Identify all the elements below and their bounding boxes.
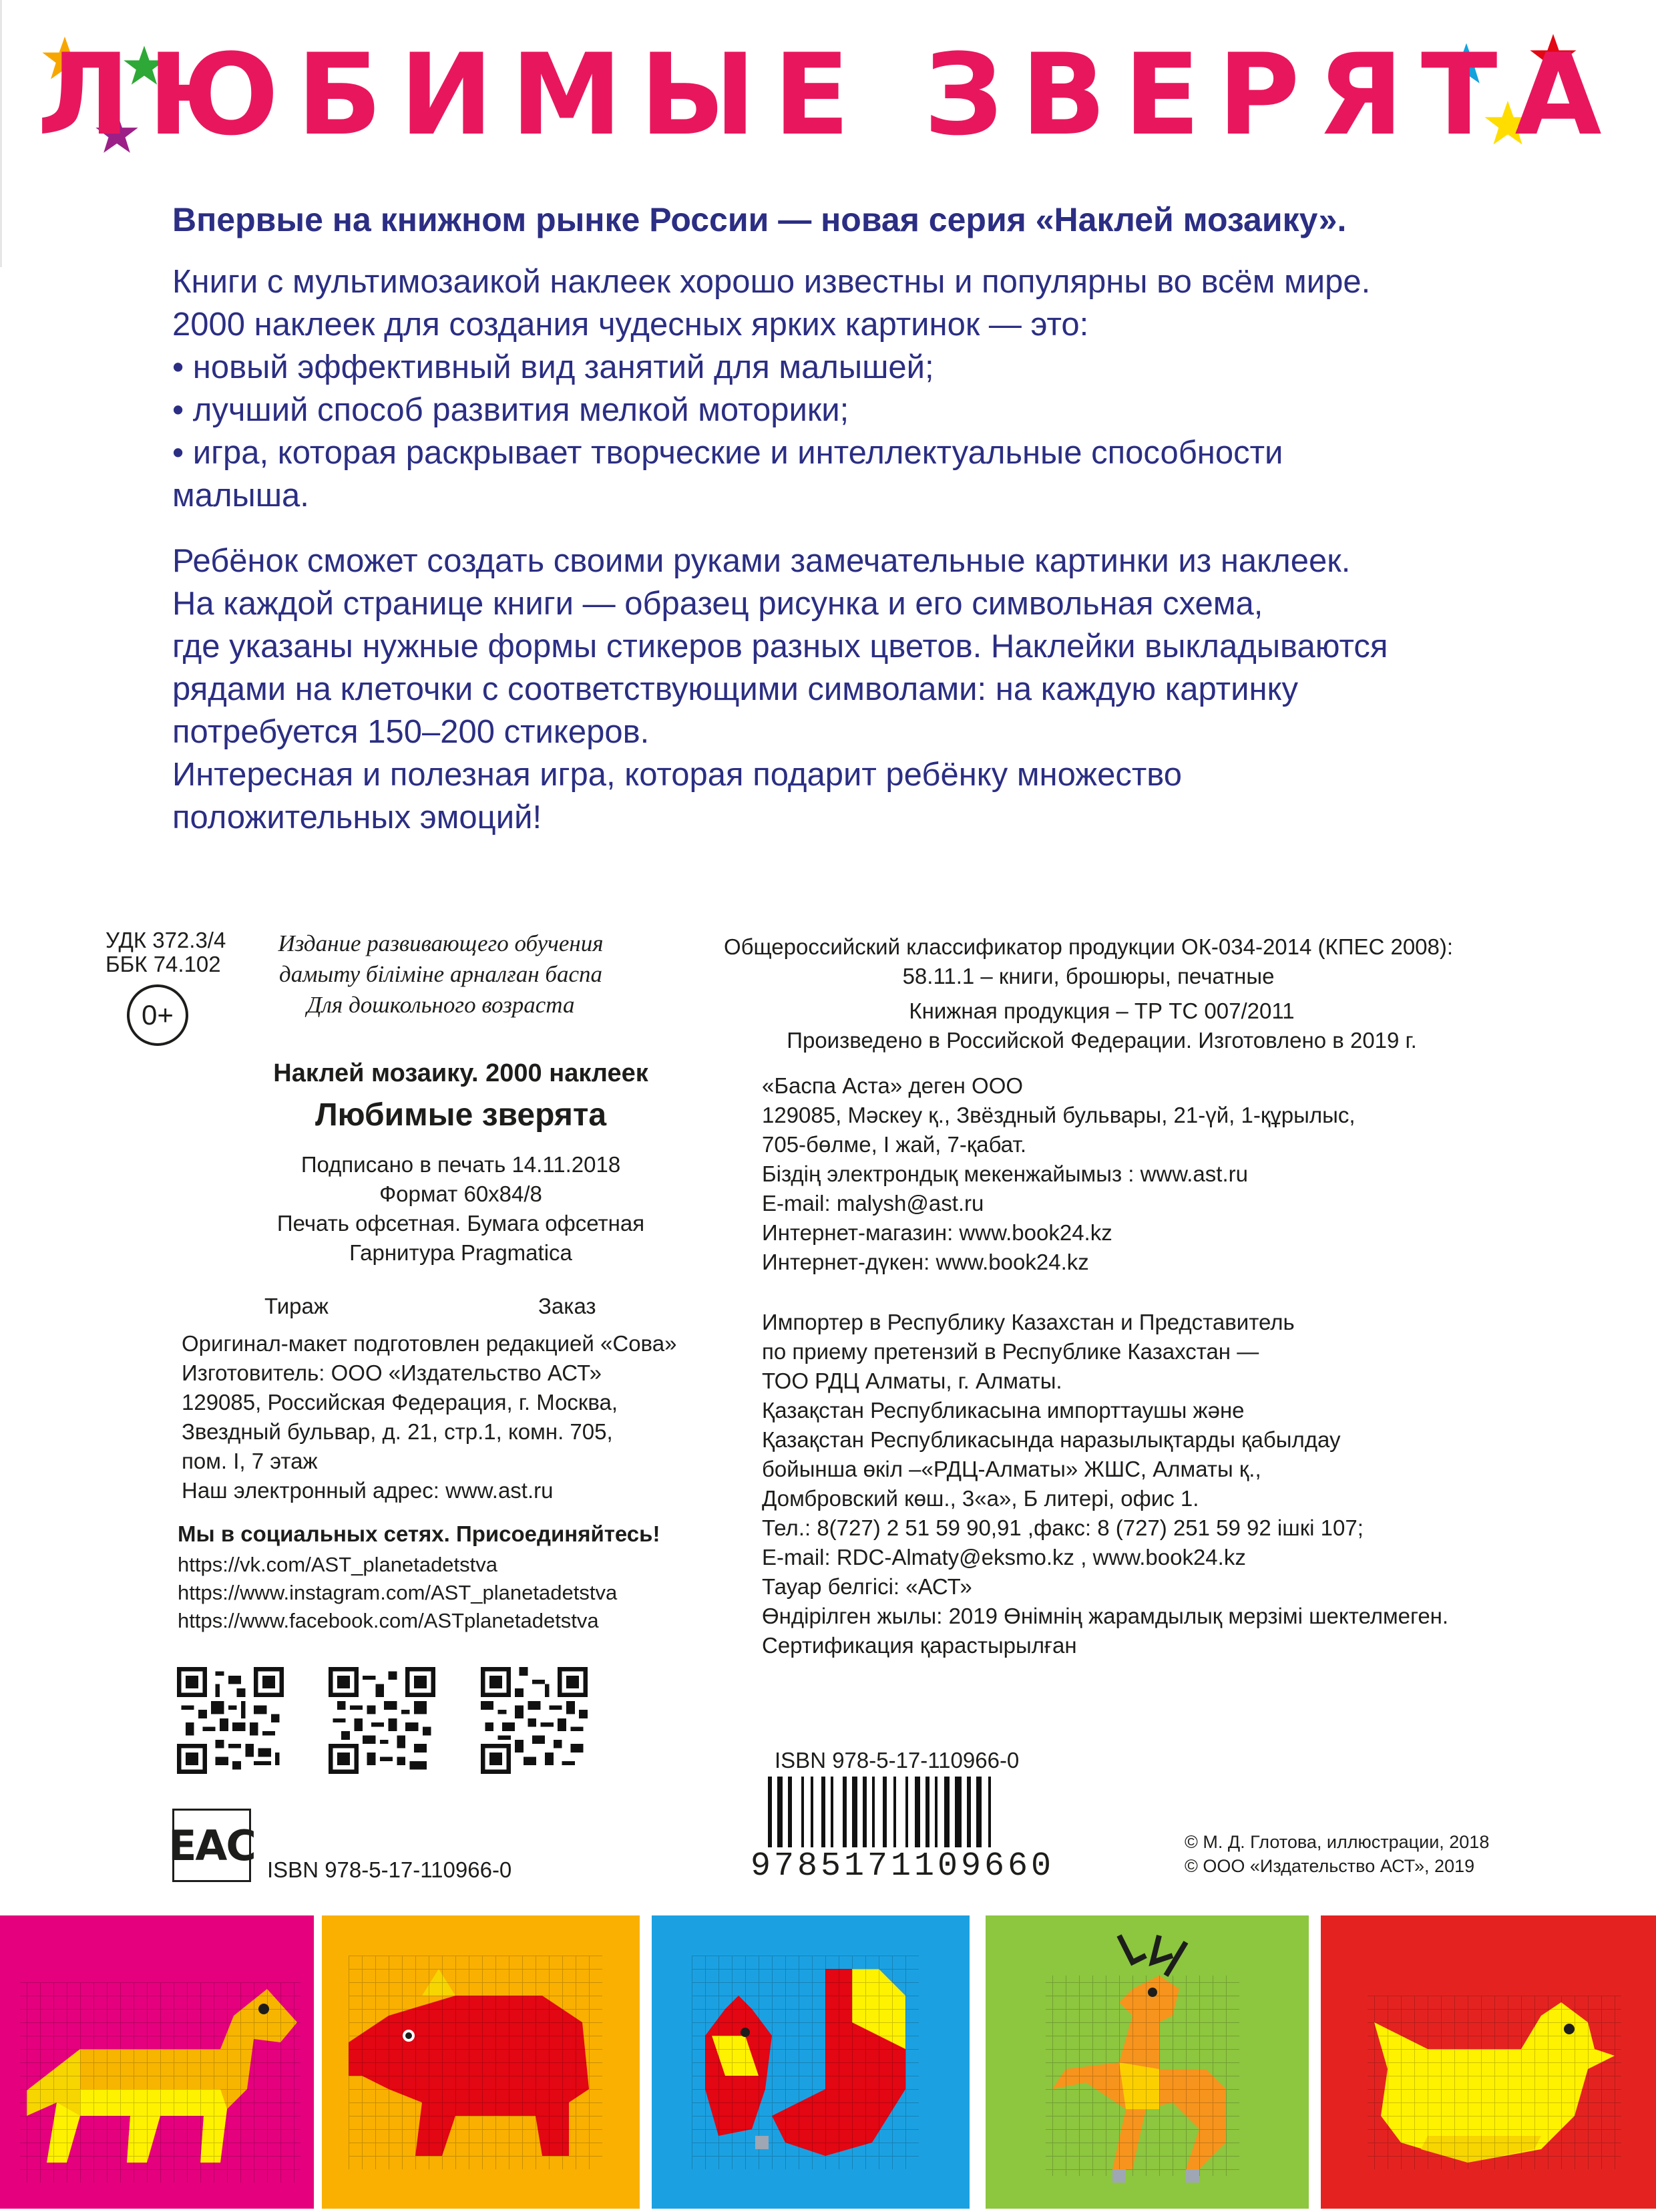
text-line: Изготовитель: ООО «Издательство АСТ» bbox=[182, 1360, 602, 1385]
copyright-line: © ООО «Издательство АСТ», 2019 bbox=[1185, 1856, 1475, 1876]
barcode-bar bbox=[777, 1777, 783, 1850]
text-line: 705-бөлме, I жай, 7-қабат. bbox=[762, 1132, 1026, 1157]
isbn-left: ISBN 978-5-17-110966-0 bbox=[267, 1857, 512, 1882]
age-rating-badge: 0+ bbox=[127, 984, 188, 1046]
barcode-bar bbox=[944, 1777, 950, 1850]
series-title: Наклей мозаику. 2000 наклеек bbox=[273, 1059, 648, 1087]
format: Формат 60x84/8 bbox=[379, 1181, 542, 1206]
kz-importer-block bbox=[762, 1308, 1448, 1660]
publisher-info bbox=[182, 1329, 676, 1505]
trim-line bbox=[0, 0, 2, 267]
barcode-bar bbox=[935, 1777, 938, 1850]
text-line: Импортер в Республику Казахстан и Представитель bbox=[762, 1310, 1295, 1334]
text-line: по приему претензий в Республике Казахстан — bbox=[762, 1339, 1259, 1364]
barcode-bar bbox=[811, 1777, 813, 1850]
barcode-bar bbox=[788, 1777, 792, 1850]
barcode-bar bbox=[863, 1777, 867, 1850]
facebook-qr-code-icon bbox=[481, 1667, 588, 1774]
horse-illustration-icon bbox=[0, 1915, 314, 2209]
text-line: Қазақстан Республикасына импорттаушы және bbox=[762, 1398, 1245, 1423]
bbk: ББК 74.102 bbox=[106, 952, 221, 976]
print-type: Печать офсетная. Бумага офсетная bbox=[276, 1211, 645, 1236]
eac-mark: EAC bbox=[172, 1809, 251, 1882]
barcode-bar bbox=[915, 1777, 920, 1850]
text-line: На каждой странице книги — образец рисунка и его символьная схема, bbox=[172, 586, 1263, 622]
text-line: Оригинал-макет подготовлен редакцией «Сова» bbox=[182, 1331, 677, 1356]
instagram-link[interactable]: https://www.instagram.com/AST_planetadetstva bbox=[178, 1581, 618, 1604]
text-line: E-mail: malysh@ast.ru bbox=[762, 1191, 984, 1216]
print-details bbox=[174, 1150, 748, 1268]
copyright bbox=[1185, 1830, 1489, 1878]
udk: УДК 372.3/4 bbox=[106, 928, 226, 952]
barcode-bar bbox=[905, 1777, 908, 1850]
page-title: ЛЮБИМЫЕ ЗВЕРЯТА bbox=[37, 29, 1619, 160]
text-line: потребуется 150–200 стикеров. bbox=[172, 714, 650, 750]
text-line: 58.11.1 – книги, брошюры, печатные bbox=[902, 964, 1275, 988]
instagram-qr-code-icon bbox=[329, 1667, 435, 1774]
squirrel-illustration-icon bbox=[652, 1915, 970, 2209]
text-line: Қазақстан Республикасында наразылықтарды қабылдау bbox=[762, 1427, 1341, 1452]
text-line: Біздің электрондық мекенжайымыз : www.ast.ru bbox=[762, 1161, 1248, 1186]
barcode-bar bbox=[821, 1777, 825, 1850]
barcode-bar bbox=[955, 1777, 962, 1850]
product-regulation bbox=[708, 996, 1496, 1055]
panel-deer bbox=[986, 1915, 1309, 2209]
barcode-bar bbox=[801, 1777, 804, 1850]
text-line: Звездный бульвар, д. 21, стр.1, комн. 705, bbox=[182, 1419, 613, 1444]
text-line: где указаны нужные формы стикеров разных цветов. Наклейки выкладываются bbox=[172, 628, 1388, 665]
panel-pig bbox=[322, 1915, 640, 2209]
facebook-link[interactable]: https://www.facebook.com/ASTplanetadetstva bbox=[178, 1609, 599, 1632]
social-heading: Мы в социальных сетях. Присоединяйтесь! bbox=[178, 1521, 660, 1546]
typeface: Гарнитура Pragmatica bbox=[349, 1240, 572, 1265]
text-line: бойынша өкіл –«РДЦ-Алматы» ЖШС, Алматы қ., bbox=[762, 1457, 1261, 1481]
edition-ru: Издание развивающего обучения bbox=[278, 930, 604, 956]
paragraph-1 bbox=[172, 260, 1608, 517]
copyright-line: © М. Д. Глотова, иллюстрации, 2018 bbox=[1185, 1832, 1490, 1852]
text-line: «Баспа Аста» деген ООО bbox=[762, 1073, 1024, 1098]
text-line: Интернет-магазин: www.book24.kz bbox=[762, 1220, 1112, 1245]
social-links bbox=[178, 1551, 617, 1635]
text-line: E-mail: RDC-Almaty@eksmo.kz , www.book24.kz bbox=[762, 1545, 1246, 1570]
edition-age: Для дошкольного возраста bbox=[306, 992, 575, 1018]
barcode-bar bbox=[852, 1777, 857, 1850]
text-line: Тел.: 8(727) 2 51 59 90,91 ,факс: 8 (727) 251 59 92 ішкі 107; bbox=[762, 1515, 1364, 1540]
pig-illustration-icon bbox=[322, 1915, 640, 2209]
edition-kz: дамыту біліміне арналған баспа bbox=[279, 961, 602, 987]
text-line: Өндірілген жылы: 2019 Өнімнің жарамдылық мерзімі шектелмеген. bbox=[762, 1604, 1449, 1628]
vk-link[interactable]: https://vk.com/AST_planetadetstva bbox=[178, 1553, 498, 1576]
text-line: малыша. bbox=[172, 478, 309, 514]
text-line: пом. I, 7 этаж bbox=[182, 1449, 318, 1473]
text-line: Книги с мультимозаикой наклеек хорошо известны и популярны во всём мире. bbox=[172, 264, 1371, 300]
panel-horse bbox=[0, 1915, 314, 2209]
text-line: Интересная и полезная игра, которая подарит ребёнку множество bbox=[172, 757, 1183, 793]
produced-line: Произведено в Российской Федерации. Изготовлено в 2019 г. bbox=[787, 1028, 1417, 1053]
barcode-bar bbox=[843, 1777, 847, 1850]
deer-illustration-icon bbox=[986, 1915, 1309, 2209]
barcode-bar bbox=[976, 1777, 982, 1850]
kz-publisher-block bbox=[762, 1071, 1356, 1277]
text-line: • лучший способ развития мелкой моторики; bbox=[172, 392, 849, 428]
text-line: • игра, которая раскрывает творческие и интеллектуальные способности bbox=[172, 435, 1283, 471]
text-line: • новый эффективный вид занятий для малышей; bbox=[172, 349, 934, 385]
vk-qr-code-icon bbox=[177, 1667, 284, 1774]
edition-info bbox=[254, 928, 628, 1021]
text-line: Домбровский көш., 3«а», Б литері, офис 1. bbox=[762, 1486, 1199, 1511]
barcode-bar bbox=[893, 1777, 896, 1850]
text-line: Наш электронный адрес: www.ast.ru bbox=[182, 1478, 554, 1503]
text-line: ТОО РДЦ Алматы, г. Алматы. bbox=[762, 1368, 1062, 1393]
text-line: Ребёнок сможет создать своими руками замечательные картинки из наклеек. bbox=[172, 543, 1351, 579]
barcode-bar bbox=[925, 1777, 929, 1850]
panel-squirrel bbox=[652, 1915, 970, 2209]
panel-chick bbox=[1321, 1915, 1656, 2209]
text-line: положительных эмоций! bbox=[172, 799, 542, 836]
product-line: Книжная продукция – ТР ТС 007/2011 bbox=[909, 998, 1295, 1023]
text-line: Общероссийский классификатор продукции ОК-034-2014 (КПЕС 2008): bbox=[723, 934, 1454, 959]
text-line: рядами на клеточки с соответствующими символами: на каждую картинку bbox=[172, 671, 1299, 707]
text-line: Тауар белгісі: «АСТ» bbox=[762, 1574, 972, 1599]
barcode-digits: 9785171109660 bbox=[751, 1847, 1055, 1885]
run-label: Тираж bbox=[264, 1294, 329, 1318]
text-line: 129085, Российская Федерация, г. Москва, bbox=[182, 1390, 618, 1415]
text-line: 129085, Мәскеу қ., Звёздный бульвары, 21-үй, 1-құрылыс, bbox=[762, 1103, 1356, 1127]
barcode-bar bbox=[831, 1777, 833, 1850]
paragraph-2 bbox=[172, 540, 1608, 839]
text-line: Сертификация қарастырылған bbox=[762, 1633, 1077, 1658]
barcode-bar bbox=[967, 1777, 971, 1850]
book-title: Любимые зверята bbox=[315, 1097, 607, 1133]
order-label: Заказ bbox=[538, 1294, 596, 1318]
signed-date: Подписано в печать 14.11.2018 bbox=[300, 1152, 621, 1177]
barcode-isbn: ISBN 978-5-17-110966-0 bbox=[775, 1748, 1020, 1773]
text-line: 2000 наклеек для создания чудесных ярких картинок — это: bbox=[172, 307, 1089, 343]
classifier bbox=[694, 932, 1482, 991]
chick-illustration-icon bbox=[1321, 1915, 1656, 2209]
text-line: Интернет-дүкен: www.book24.kz bbox=[762, 1250, 1089, 1274]
headline: Впервые на книжном рынке России — новая серия «Наклей мозаику». bbox=[172, 201, 1347, 238]
